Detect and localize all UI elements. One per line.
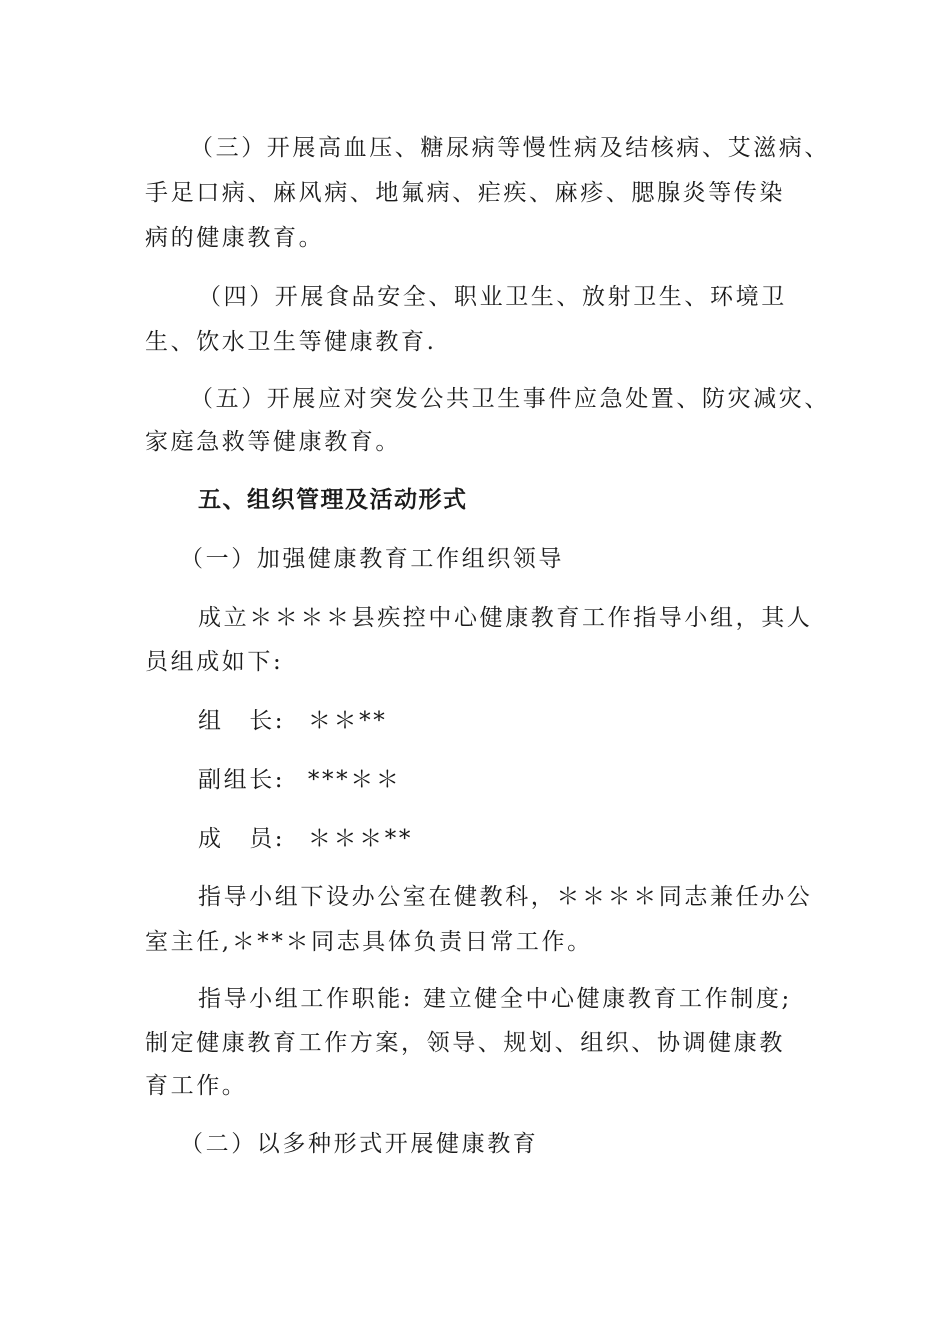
para3-line3: 病的健康教育。: [145, 225, 325, 251]
functions-line1: 指导小组工作职能: 建立健全中心健康教育工作制度;: [198, 986, 792, 1012]
functions-line3: 育工作。: [145, 1073, 248, 1099]
establish-line1: 成立＊＊＊＊县疾控中心健康教育工作指导小组，其人: [198, 605, 813, 631]
establish-line2: 员组成如下:: [145, 649, 284, 675]
functions-line2: 制定健康教育工作方案，领导、规划、组织、协调健康教: [145, 1030, 785, 1056]
office-line1: 指导小组下设办公室在健教科，＊＊＊＊同志兼任办公: [198, 884, 813, 910]
member-value: ＊＊＊**: [307, 826, 413, 852]
roster-leader: [198, 706, 387, 736]
office-line2: 室主任,＊**＊同志具体负责日常工作。: [145, 929, 593, 955]
para5-line1: （五）开展应对突发公共卫生事件应急处置、防灾减灾、: [190, 386, 830, 412]
leader-label: 组 长:: [198, 708, 286, 734]
para4-line1: （四）开展食品安全、职业卫生、放射卫生、环境卫: [198, 284, 787, 310]
sub1-heading: （一）加强健康教育工作组织领导: [180, 546, 564, 572]
section5-heading: 五、组织管理及活动形式: [198, 487, 468, 513]
member-label: 成 员:: [198, 826, 286, 852]
deputy-value: ***＊＊: [307, 767, 402, 793]
roster-deputy: [198, 765, 401, 795]
leader-value: ＊＊**: [307, 708, 388, 734]
para4-line2: 生、饮水卫生等健康教育.: [145, 329, 437, 355]
sub2-heading: （二）以多种形式开展健康教育: [180, 1131, 539, 1157]
roster-member: [198, 824, 413, 854]
para5-line2: 家庭急救等健康教育。: [145, 429, 401, 455]
para3-line1: （三）开展高血压、糖尿病等慢性病及结核病、艾滋病、: [190, 135, 830, 161]
para3-line2: 手足口病、麻风病、地氟病、疟疾、麻疹、腮腺炎等传染: [145, 180, 785, 206]
deputy-label: 副组长:: [198, 767, 286, 793]
